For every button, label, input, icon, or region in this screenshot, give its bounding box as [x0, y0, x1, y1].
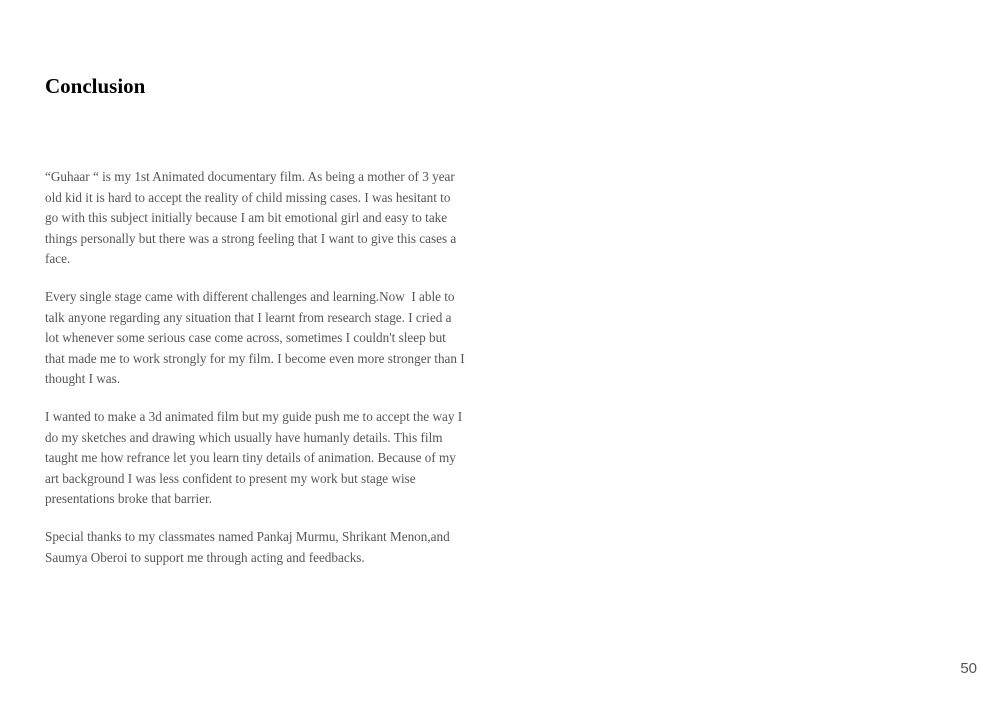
paragraph-2: Every single stage came with different challenges and learning.Now I able to talk anyone regarding any situation that I learnt from research stage. I cried a lot whenever some serious case come across, sometimes I couldn't sleep but that made me to work strongly for my film. I become even more stronger than I thought I was.: [45, 288, 468, 387]
body-text: [45, 167, 468, 585]
paragraph-4: Special thanks to my classmates named Pankaj Murmu, Shrikant Menon,and Saumya Oberoi to support me through acting and feedbacks.: [45, 528, 454, 565]
page-title: Conclusion: [45, 74, 146, 98]
page-number: 50: [960, 660, 977, 677]
paragraph-1: “Guhaar “ is my 1st Animated documentary film. As being a mother of 3 year old kid it is hard to accept the reality of child missing cases. I was hesitant to go with this subject initially because I am bit emotional girl and easy to take things personally but there was a strong feeling that I want to give this cases a face.: [45, 169, 460, 267]
paragraph-3: I wanted to make a 3d animated film but my guide push me to accept the way I do my sketches and drawing which usually have humanly details. This film taught me how refrance let you learn tiny details of animation. Because of my art background I was less confident to present my work but stage wise presentations broke that barrier.: [45, 408, 466, 507]
